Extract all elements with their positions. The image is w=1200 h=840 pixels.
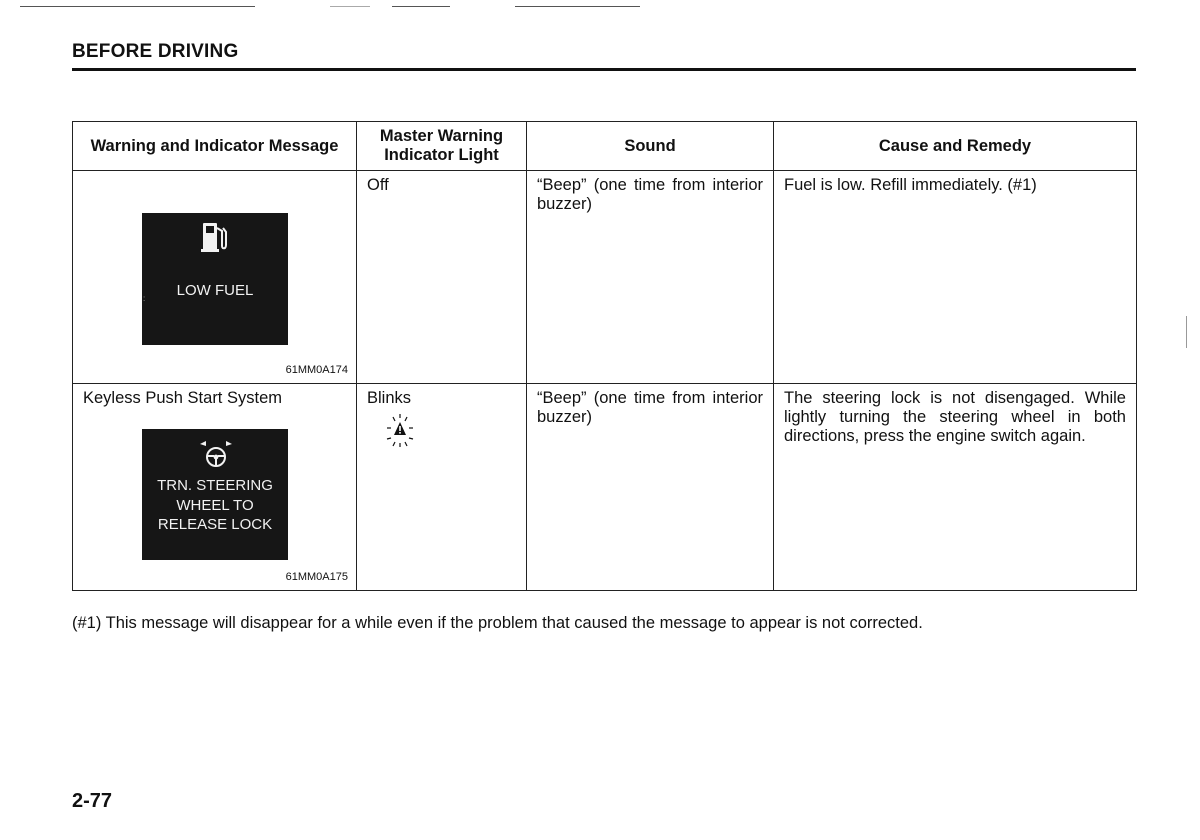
master-light-cell [357, 384, 527, 591]
table-row [73, 171, 1137, 384]
display-edge-mark: : [143, 294, 146, 303]
column-header: Master Warning Indicator Light [357, 122, 527, 171]
table-header-row [73, 122, 1137, 171]
margin-mark [1186, 316, 1187, 348]
cause-remedy-cell: Fuel is low. Refill immediately. (#1) [774, 171, 1137, 384]
master-light-status: Blinks [367, 389, 412, 407]
cause-remedy-cell: The steering lock is not disengaged. While lightly turning the steering wheel in both directions, press the engine switch again. [774, 384, 1137, 591]
low-fuel-display [142, 213, 288, 345]
fuel-pump-icon [198, 220, 234, 254]
column-header: Cause and Remedy [774, 122, 1137, 171]
title-rule [72, 68, 1136, 71]
message-label: Keyless Push Start System [83, 389, 282, 407]
table-row [73, 384, 1137, 591]
section-title: BEFORE DRIVING [72, 41, 239, 62]
top-border-marks [20, 6, 660, 8]
page-number: 2-77 [72, 790, 113, 812]
blinking-warning-triangle-icon [367, 412, 427, 458]
message-cell [73, 171, 357, 384]
image-code: 61MM0A174 [285, 364, 348, 376]
message-cell [73, 384, 357, 591]
sound-cell: “Beep” (one time from interior buzzer) [527, 384, 774, 591]
steering-wheel-icon [196, 435, 236, 469]
master-light-cell: Off [357, 171, 527, 384]
warning-table [72, 121, 1137, 591]
display-message: LOW FUEL [176, 282, 254, 299]
column-header: Warning and Indicator Message [73, 122, 357, 171]
display-message: TRN. STEERING WHEEL TO RELEASE LOCK [157, 477, 273, 533]
footnote: (#1) This message will disappear for a while even if the problem that caused the message to appear is not corrected. [72, 614, 923, 632]
column-header: Sound [527, 122, 774, 171]
steering-lock-display [142, 429, 288, 560]
sound-cell: “Beep” (one time from interior buzzer) [527, 171, 774, 384]
image-code: 61MM0A175 [285, 571, 348, 583]
